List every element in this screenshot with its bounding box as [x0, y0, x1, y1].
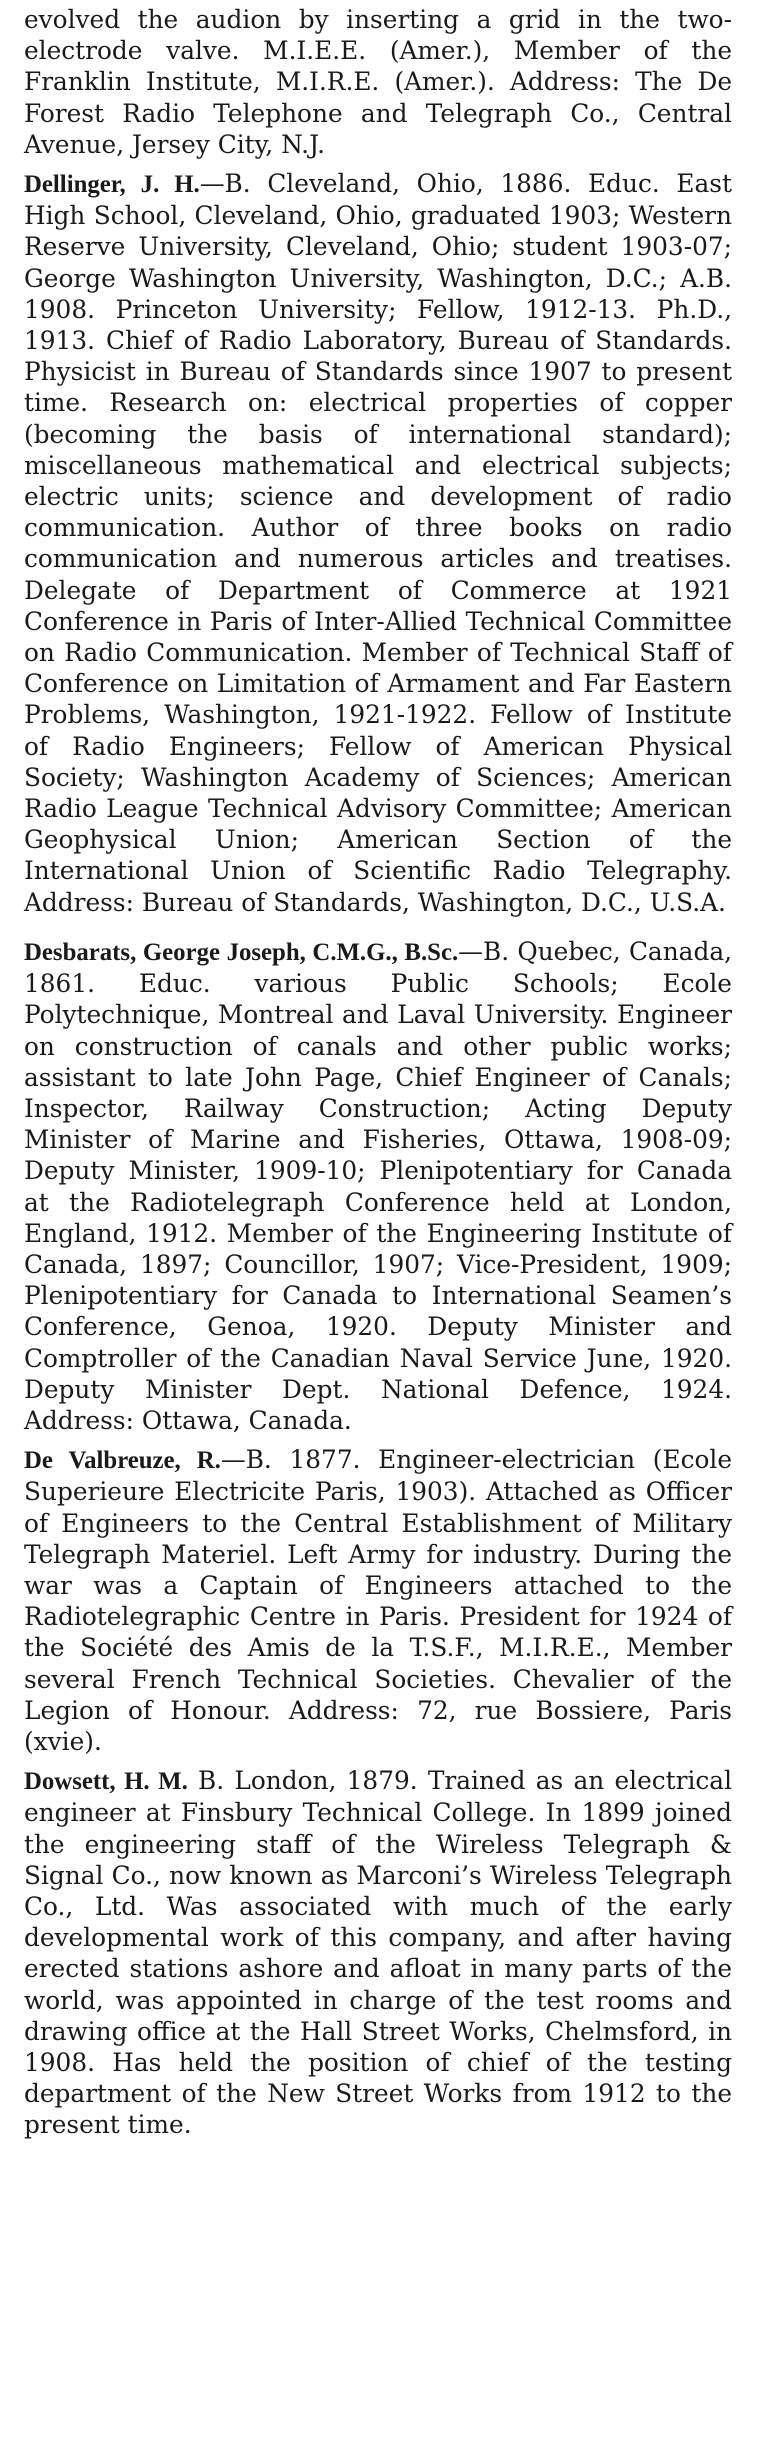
entry-continuation: [24, 4, 732, 160]
entry-name: Dowsett, H. M.: [24, 1768, 188, 1796]
entry-name: De Valbreuze, R.: [24, 1447, 221, 1475]
biographical-directory-page: [24, 4, 732, 2141]
entry-desbarats: [24, 936, 732, 1436]
entry-name: Desbarats, George Joseph, C.M.G., B.Sc.: [24, 938, 459, 966]
entry-text: evolved the audion by inserting a grid in the two-electrode valve. M.I.E.E. (Amer.), Member of the Franklin Institute, M.I.R.E. (Amer.). Address: The De Forest Radio Telephone and Telegraph Co., Central Avenue, Jersey City, N.J.: [24, 5, 732, 159]
entry-text: B. London, 1879. Trained as an electrical engineer at Finsbury Technical College. In 1899 joined the engineering staff of the Wireless Telegraph & Signal Co., now known as Marconi’s Wireless Telegraph Co., Ltd. Was associated with much of the early developmental work of this company, and after having erected stations ashore and afloat in many parts of the world, was appointed in charge of the test rooms and drawing office at the Hall Street Works, Chelmsford, in 1908. Has held the position of chief of the testing department of the New Street Works from 1912 to the present time.: [24, 1766, 732, 2140]
entry-de-valbreuze: [24, 1444, 732, 1757]
entry-dowsett: [24, 1765, 732, 2140]
entry-name: Dellinger, J. H.: [24, 171, 200, 199]
entry-text: —B. 1877. Engineer-electrician (Ecole Superieure Electricite Paris, 1903). Attached as Officer of Engineers to the Central Establishment of Military Telegraph Materiel. Left Army for industry. During the war was a Captain of Engineers attached to the Radiotelegraphic Centre in Paris. President for 1924 of the Société des Amis de la T.S.F., M.I.R.E., Member several French Technical Societies. Chevalier of the Legion of Honour. Address: 72, rue Bossiere, Paris (xvie).: [24, 1445, 732, 1756]
entry-dellinger: [24, 168, 732, 918]
entry-text: —B. Cleveland, Ohio, 1886. Educ. East High School, Cleveland, Ohio, graduated 1903; Western Reserve University, Cleveland, Ohio; student 1903-07; George Washington University, Washington, D.C.; A.B. 1908. Princeton University; Fellow, 1912-13. Ph.D., 1913. Chief of Radio Laboratory, Bureau of Standards. Physicist in Bureau of Standards since 1907 to present time. Research on: electrical properties of copper (becoming the basis of international standard); miscellaneous mathematical and electrical subjects; electric units; science and development of radio communication. Author of three books on radio communication and numerous articles and treatises. Delegate of Department of Commerce at 1921 Conference in Paris of Inter-Allied Technical Committee on Radio Communication. Member of Technical Staff of Conference on Limitation of Armament and Far Eastern Problems, Washington, 1921-1922. Fellow of Institute of Radio Engineers; Fellow of American Physical Society; Washington Academy of Sciences; American Radio League Technical Advisory Committee; American Geophysical Union; American Section of the International Union of Scientific Radio Telegraphy. Address: Bureau of Standards, Washington, D.C., U.S.A.: [24, 169, 732, 917]
entry-text: —B. Quebec, Canada, 1861. Educ. various Public Schools; Ecole Polytechnique, Montreal and Laval University. Engineer on construction of canals and other public works; assistant to late John Page, Chief Engineer of Canals; Inspector, Railway Construction; Acting Deputy Minister of Marine and Fisheries, Ottawa, 1908-09; Deputy Minister, 1909-10; Plenipotentiary for Canada at the Radiotelegraph Conference held at London, England, 1912. Member of the Engineering Institute of Canada, 1897; Councillor, 1907; Vice-President, 1909; Plenipotentiary for Canada to International Seamen’s Conference, Genoa, 1920. Deputy Minister and Comptroller of the Canadian Naval Service June, 1920. Deputy Minister Dept. National Defence, 1924. Address: Ottawa, Canada.: [24, 936, 732, 1435]
